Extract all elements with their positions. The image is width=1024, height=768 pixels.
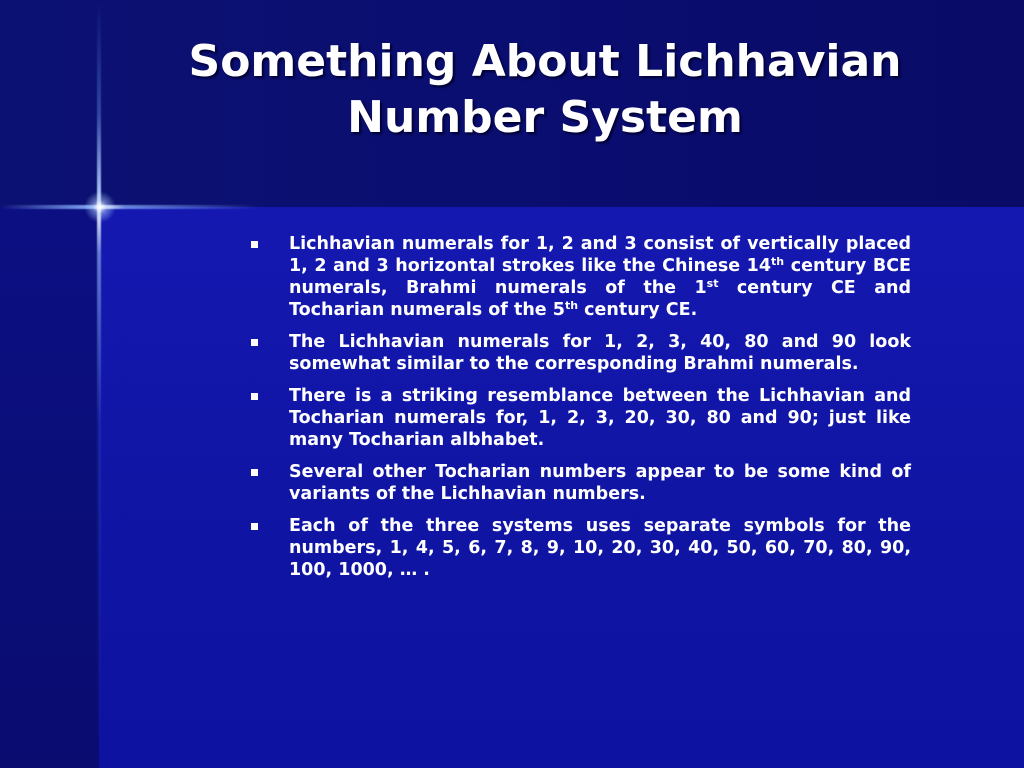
bullet-item-5 — [249, 515, 911, 581]
bullet-3-text: There is a striking resemblance between the Lichhavian and Tocharian numerals for, 1, 2, 3, 20, 30, 80 and 90; just like many Tocharian albhabet. — [289, 386, 911, 450]
lens-flare-icon — [84, 191, 116, 223]
bullet-item-2 — [249, 331, 911, 375]
square-bullet-icon — [251, 523, 258, 530]
bullet-1-text-part-2: century BCE numerals, Brahmi numerals of the 1 — [289, 256, 912, 298]
bullet-item-3 — [249, 385, 911, 451]
slide-title-line-2: Number System — [347, 92, 743, 143]
bullet-5-text: Each of the three systems uses separate symbols for the numbers, 1, 4, 5, 6, 7, 8, 9, 10, 20, 30, 40, 50, 60, 70, 80, 90, 100, 1000, … . — [289, 516, 911, 580]
square-bullet-icon — [251, 339, 258, 346]
bullet-1-superscript-2: st — [706, 277, 719, 290]
slide-title-line-1: Something About Lichhavian — [188, 36, 902, 87]
lens-flare-horizontal — [0, 205, 260, 209]
bullet-1-superscript-1: th — [771, 255, 785, 268]
square-bullet-icon — [251, 469, 258, 476]
bullet-1-text-part-3: century CE and Tocharian numerals of the 5 — [289, 278, 911, 320]
bullet-1-superscript-3: th — [564, 299, 579, 312]
lens-flare-vertical — [97, 0, 101, 768]
bullet-list — [249, 233, 911, 591]
square-bullet-icon — [251, 241, 258, 248]
bullet-item-4 — [249, 461, 911, 505]
bullet-1-text-part-4: century CE. — [578, 300, 698, 320]
slide-title — [110, 34, 980, 146]
bullet-2-text: The Lichhavian numerals for 1, 2, 3, 40, 80 and 90 look somewhat similar to the corresponding Brahmi numerals. — [289, 332, 911, 374]
bullet-item-1 — [249, 233, 911, 321]
square-bullet-icon — [251, 393, 258, 400]
bullet-1-text-part-1: Lichhavian numerals for 1, 2 and 3 consist of vertically placed 1, 2 and 3 horizontal strokes like the Chinese 14 — [289, 234, 911, 276]
bullet-4-text: Several other Tocharian numbers appear to be some kind of variants of the Lichhavian numbers. — [289, 462, 911, 504]
left-band-background — [0, 207, 99, 768]
